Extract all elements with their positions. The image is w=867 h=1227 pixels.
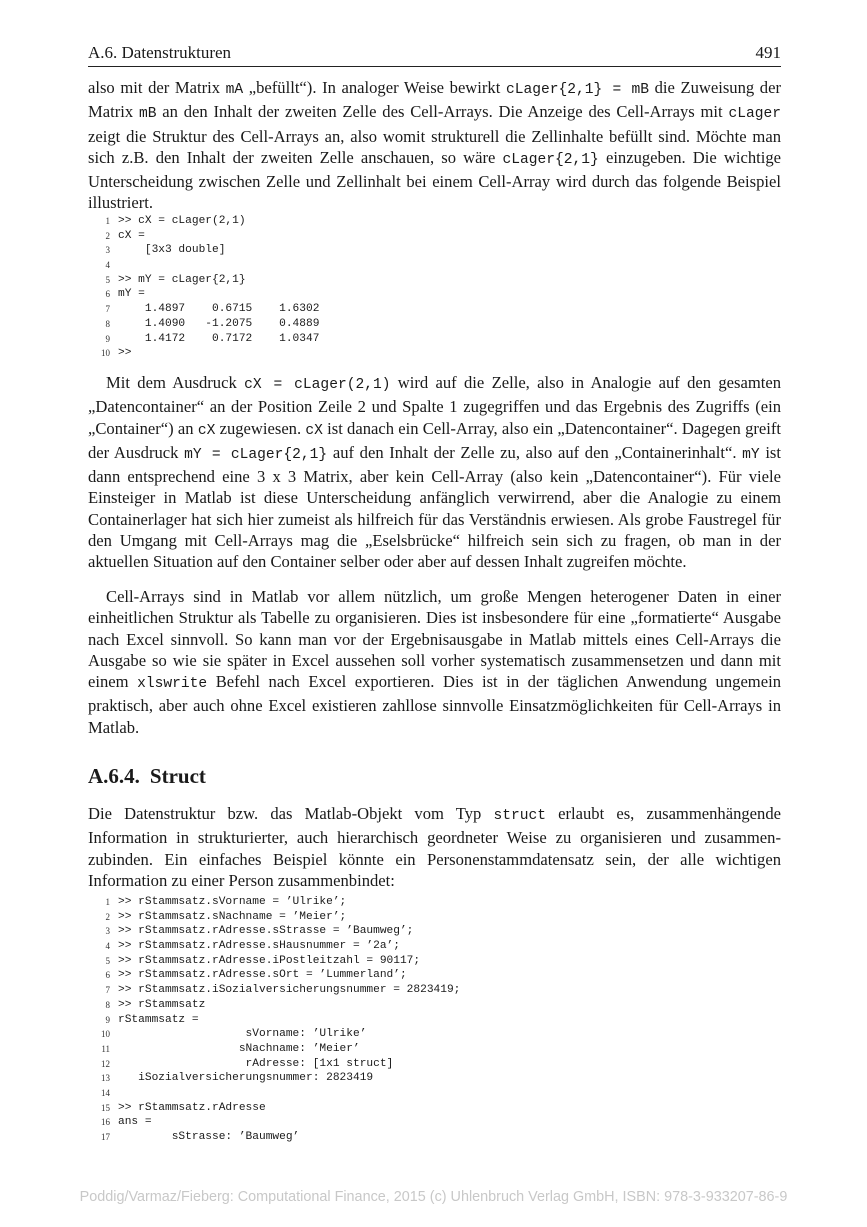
code-text: sVorname: ’Ulrike’: [118, 1028, 367, 1041]
code-text: >> rStammsatz.rAdresse.sHausnummer = ’2a’;: [118, 940, 400, 953]
code-text: >> rStammsatz.sVorname = ’Ulrike’;: [118, 896, 347, 908]
section-heading: [88, 764, 206, 789]
code-line: [96, 954, 696, 969]
code-line: [96, 1013, 696, 1028]
line-number: 1: [105, 216, 110, 226]
code-text: >> rStammsatz: [118, 998, 206, 1011]
text-run: Befehl nach Excel exportieren. Dies ist in der täglichen Anwendung ungemein praktisch, aber auch ohne Excel existieren zahllose sinnvolle Einsatzmöglichkeiten für Cell-Arrays in Matlab.: [88, 672, 781, 737]
code-listing-cell-access: [96, 214, 696, 361]
line-number: 7: [105, 304, 110, 315]
inline-code: xlswrite: [137, 676, 208, 693]
code-line: [96, 939, 696, 954]
text-run: die Zuweisung der Matrix: [88, 78, 781, 122]
text-run: Mit dem Ausdruck: [106, 373, 245, 392]
line-number: 12: [101, 1058, 110, 1069]
code-line: [96, 983, 696, 998]
page-number: 491: [755, 43, 781, 62]
line-number: 17: [101, 1132, 110, 1142]
text-run: an den Inhalt der zweiten Zelle des Cell-Arrays. Die Anzeige des Cell-Arrays mit: [156, 102, 729, 122]
code-line: [96, 302, 696, 317]
inline-code: mA: [225, 82, 244, 98]
code-line: [96, 273, 696, 288]
text-run: Cell-Arrays sind in Matlab vor allem nützlich, um große Mengen heterogener Daten in einer einheitlichen Struktur als Tabelle zu organisieren. Dies ist insbesondere für eine „formatierte“ Ausgabe nach Excel sinnvoll. So kann man vor der Ergebnisausgabe in Matlab mittels eines Cell-Arrays die Ausgabe so wie sie später in Excel aussehen soll vorher systematisch zusammensetzen und dann mit einem: [88, 587, 781, 692]
paragraph-cell-vs-content: [88, 372, 781, 573]
text-run: einzugeben. Die wichtige Unterscheidung zwischen Zelle und Zellinhalt bei einem Cell-Array wird durch das folgende Beispiel illustriert.: [88, 147, 781, 213]
text-run: also mit der Matrix: [88, 78, 226, 97]
running-head-section: A.6. Datenstrukturen: [88, 43, 232, 62]
line-number: 10: [101, 348, 110, 359]
code-text: >> rStammsatz.iSozialversicherungsnummer = 2823419;: [118, 984, 461, 997]
inline-code: mY = cLager{2,1}: [184, 446, 328, 463]
code-text: 1.4897 0.6715 1.6302: [118, 303, 320, 316]
code-line: [96, 910, 696, 925]
inline-code: mY: [742, 446, 760, 463]
inline-code: cX: [197, 422, 216, 439]
inline-code: cX = cLager(2,1): [244, 377, 391, 393]
line-number: 5: [105, 274, 110, 285]
code-text: >> mY = cLager{2,1}: [118, 273, 246, 286]
line-number: 14: [101, 1087, 110, 1098]
code-line: [96, 332, 696, 347]
line-number: 8: [105, 318, 110, 329]
line-number: 9: [105, 1014, 110, 1025]
code-text: >> rStammsatz.rAdresse.iPostleitzahl = 90117;: [118, 954, 421, 967]
code-line: [96, 968, 696, 983]
code-line: [96, 895, 696, 910]
section-number: A.6.4.: [88, 764, 140, 788]
section-title: Struct: [149, 764, 206, 788]
code-text: rStammsatz =: [118, 1013, 199, 1026]
running-head: [88, 42, 781, 67]
paragraph-cell-array-usage: [88, 586, 781, 738]
text-run: wird auf die Zelle, also in Analogie auf den gesamten „Datencontainer“ an der Position Zeile 2 und Spalte 1 zugegriffen und das Ergebnis des Zugriffs (ein „Container“) an: [88, 373, 782, 438]
code-text: >> rStammsatz.rAdresse: [118, 1101, 266, 1114]
code-text: 1.4172 0.7172 1.0347: [118, 332, 320, 345]
code-text: cX =: [118, 229, 145, 242]
code-text: mY =: [118, 288, 145, 301]
code-line: [96, 1027, 696, 1042]
code-line: [96, 287, 696, 302]
code-line: [96, 317, 696, 332]
code-text: >> rStammsatz.rAdresse.sStrasse = ’Baumweg’;: [118, 925, 414, 938]
code-text: sNachname: ’Meier’: [118, 1042, 360, 1055]
code-line: [96, 1086, 696, 1101]
line-number: 15: [101, 1102, 110, 1113]
inline-code: cX: [305, 422, 323, 439]
code-line: [96, 924, 696, 939]
inline-code: mB: [138, 106, 157, 123]
line-number: 16: [101, 1117, 110, 1128]
code-line: [96, 214, 696, 229]
line-number: 1: [105, 897, 110, 907]
text-run: zeigt die Struktur des Cell-Arrays an, also womit strukturell die Zellinhalte befüllt sind. Möchte man sich z.B. den Inhalt der zweiten Zelle anschauen, so wäre: [88, 126, 781, 167]
text-run: zugewiesen.: [215, 418, 306, 438]
text-run: ist dann entsprechend eine 3 x 3 Matrix, aber kein Cell-Array (also kein „Datencontainer“). Für viele Einsteiger in Matlab ist diese Unterscheidung anfänglich verwirrend, aber die Analogie zu einem Containerlager hat sich hier zumeist als hilfreich für das Verständnis erwiesen. Als grobe Faustregel für den Umgang mit Cell-Arrays mag die „Eselsbrücke“ hilfreich sein sich zu fragen, ob man in der aktuellen Situation auf den Container selber oder aber auf dessen Inhalt zugreifen möchte.: [88, 442, 781, 572]
code-text: >> rStammsatz.rAdresse.sOrt = ’Lummerland’;: [118, 969, 407, 982]
copyright-watermark: Poddig/Varmaz/Fieberg: Computational Finance, 2015 (c) Uhlenbruch Verlag GmbH, ISBN: 978-3-933207-86-9: [79, 1189, 788, 1205]
code-line: [96, 346, 696, 361]
code-text: iSozialversicherungsnummer: 2823419: [118, 1072, 374, 1085]
line-number: 8: [105, 999, 110, 1010]
code-text: sStrasse: ’Baumweg’: [118, 1131, 300, 1143]
line-number: 2: [105, 911, 110, 922]
code-line: [96, 1071, 696, 1086]
line-number: 6: [105, 970, 110, 981]
code-line: [96, 1101, 696, 1116]
line-number: 3: [105, 926, 110, 937]
code-text: >> cX = cLager(2,1): [118, 215, 246, 227]
line-number: 11: [101, 1043, 110, 1054]
line-number: 3: [105, 245, 110, 256]
code-listing-struct-example: [96, 895, 696, 1145]
code-text: 1.4090 -1.2075 0.4889: [118, 317, 320, 330]
inline-code: struct: [493, 808, 546, 824]
code-text: >> rStammsatz.sNachname = ’Meier’;: [118, 910, 347, 923]
line-number: 9: [105, 333, 110, 344]
code-line: [96, 1115, 696, 1130]
line-number: 10: [101, 1029, 110, 1040]
text-run: Die Datenstruktur bzw. das Matlab-Objekt vom Typ: [88, 804, 494, 823]
code-text: ans =: [118, 1116, 152, 1129]
text-run: auf den Inhalt der Zelle zu, also auf den „Containerinhalt“.: [327, 442, 743, 462]
text-run: erlaubt es, zusammenhängende Information in strukturierter, auch hierarchisch geordneter Weise zu organisieren und zusammenzubinden. Ein einfaches Beispiel könnte ein Personenstammdatensatz sein, der alle wichtigen Information zu einer Person zusammenbindet:: [88, 804, 781, 890]
code-text: >>: [118, 347, 132, 360]
line-number: 4: [105, 260, 110, 271]
code-line: [96, 1130, 696, 1145]
line-number: 5: [105, 955, 110, 966]
inline-code: cLager: [728, 106, 781, 123]
paragraph-cell-array-assignment: [88, 77, 781, 214]
line-number: 7: [105, 985, 110, 996]
code-line: [96, 1042, 696, 1057]
line-number: 2: [105, 230, 110, 241]
code-line: [96, 998, 696, 1013]
line-number: 6: [105, 289, 110, 300]
inline-code: cLager{2,1} = mB: [505, 82, 649, 98]
code-line: [96, 1057, 696, 1072]
paragraph-struct-intro: [88, 803, 781, 891]
text-run: „befüllt“). In analoger Weise bewirkt: [243, 78, 506, 97]
code-text: rAdresse: [1x1 struct]: [118, 1057, 394, 1070]
line-number: 4: [105, 941, 110, 952]
code-line: [96, 229, 696, 244]
code-line: [96, 258, 696, 273]
text-run: ist danach ein Cell-Array, also ein „Datencontainer“. Dagegen greift der Ausdruck: [88, 418, 782, 462]
line-number: 13: [101, 1073, 110, 1084]
code-line: [96, 243, 696, 258]
inline-code: cLager{2,1}: [502, 151, 599, 168]
code-text: [3x3 double]: [118, 244, 226, 257]
